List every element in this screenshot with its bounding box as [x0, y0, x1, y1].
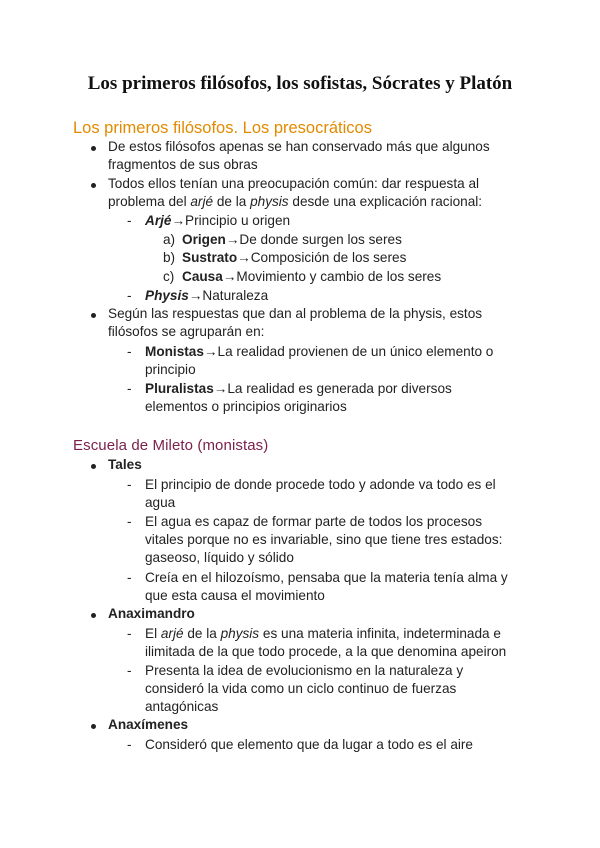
- text-line: Physis→Naturaleza: [145, 288, 269, 303]
- bullet-dot: [91, 313, 96, 318]
- text-line: Presenta la idea de evolucionismo en la naturaleza y: [145, 663, 464, 678]
- text-line: Anaxímenes: [108, 717, 189, 732]
- text-line: Monistas→La realidad provienen de un único elemento o: [145, 344, 494, 359]
- text-line: vitales porque no es invariable, sino que tiene tres estados:: [145, 532, 503, 547]
- text-line: Arjé→Principio u origen: [145, 213, 291, 228]
- section-heading-mileto: Escuela de Mileto (monistas): [73, 437, 269, 454]
- bullet-dot: [91, 613, 96, 618]
- dash-marker: -: [127, 737, 132, 752]
- page-title: Los primeros filósofos, los sofistas, Sócrates y Platón: [87, 73, 513, 94]
- dash-marker: -: [127, 288, 132, 303]
- bullet-dot: [91, 464, 96, 469]
- text-line: antagónicas: [145, 699, 219, 714]
- bullet-dot: [91, 183, 96, 188]
- text-line: Sustrato→Composición de los seres: [182, 250, 407, 265]
- dash-marker: -: [127, 570, 132, 585]
- dash-marker: -: [127, 663, 132, 678]
- text-line: consideró la vida como un ciclo continuo de fuerzas: [145, 681, 457, 696]
- dash-marker: -: [127, 381, 132, 396]
- text-line: Según las respuestas que dan al problema de la physis, estos: [108, 306, 483, 321]
- text-line: que esta causa el movimiento: [145, 588, 325, 603]
- text-line: problema del arjé de la physis desde una explicación racional:: [108, 194, 483, 209]
- text-line: principio: [145, 362, 196, 377]
- list-letter: a): [163, 232, 176, 247]
- text-line: agua: [145, 495, 176, 510]
- text-line: Todos ellos tenían una preocupación común: dar respuesta al: [108, 176, 480, 191]
- text-line: ilimitada de la que todo procede, a la que denomina apeiron: [145, 644, 507, 659]
- dash-marker: -: [127, 344, 132, 359]
- text-line: Pluralistas→La realidad es generada por diversos: [145, 381, 452, 396]
- text-line: Creía en el hilozoísmo, pensaba que la materia tenía alma y: [145, 570, 508, 585]
- text-line: Tales: [108, 457, 142, 472]
- dash-marker: -: [127, 213, 132, 228]
- text-line: gaseoso, líquido y sólido: [145, 550, 294, 565]
- dash-marker: -: [127, 477, 132, 492]
- text-line: Causa→Movimiento y cambio de los seres: [182, 269, 442, 284]
- text-line: elementos o principios originarios: [145, 399, 347, 414]
- dash-marker: -: [127, 514, 132, 529]
- text-line: El principio de donde procede todo y adonde va todo es el: [145, 477, 496, 492]
- text-line: filósofos se agruparán en:: [108, 324, 265, 339]
- text-line: El agua es capaz de formar parte de todos los procesos: [145, 514, 483, 529]
- text-line: De estos filósofos apenas se han conservado más que algunos: [108, 139, 490, 154]
- list-letter: b): [163, 250, 176, 265]
- text-line: Anaximandro: [108, 606, 195, 621]
- section-heading-presocraticos: Los primeros filósofos. Los presocráticos: [73, 119, 372, 137]
- bullet-dot: [91, 146, 96, 151]
- bullet-dot: [91, 724, 96, 729]
- text-line: El arjé de la physis es una materia infinita, indeterminada e: [145, 626, 501, 641]
- text-line: Consideró que elemento que da lugar a todo es el aire: [145, 737, 473, 752]
- text-line: Origen→De donde surgen los seres: [182, 232, 402, 247]
- dash-marker: -: [127, 626, 132, 641]
- list-letter: c): [163, 269, 175, 284]
- text-line: fragmentos de sus obras: [108, 157, 258, 172]
